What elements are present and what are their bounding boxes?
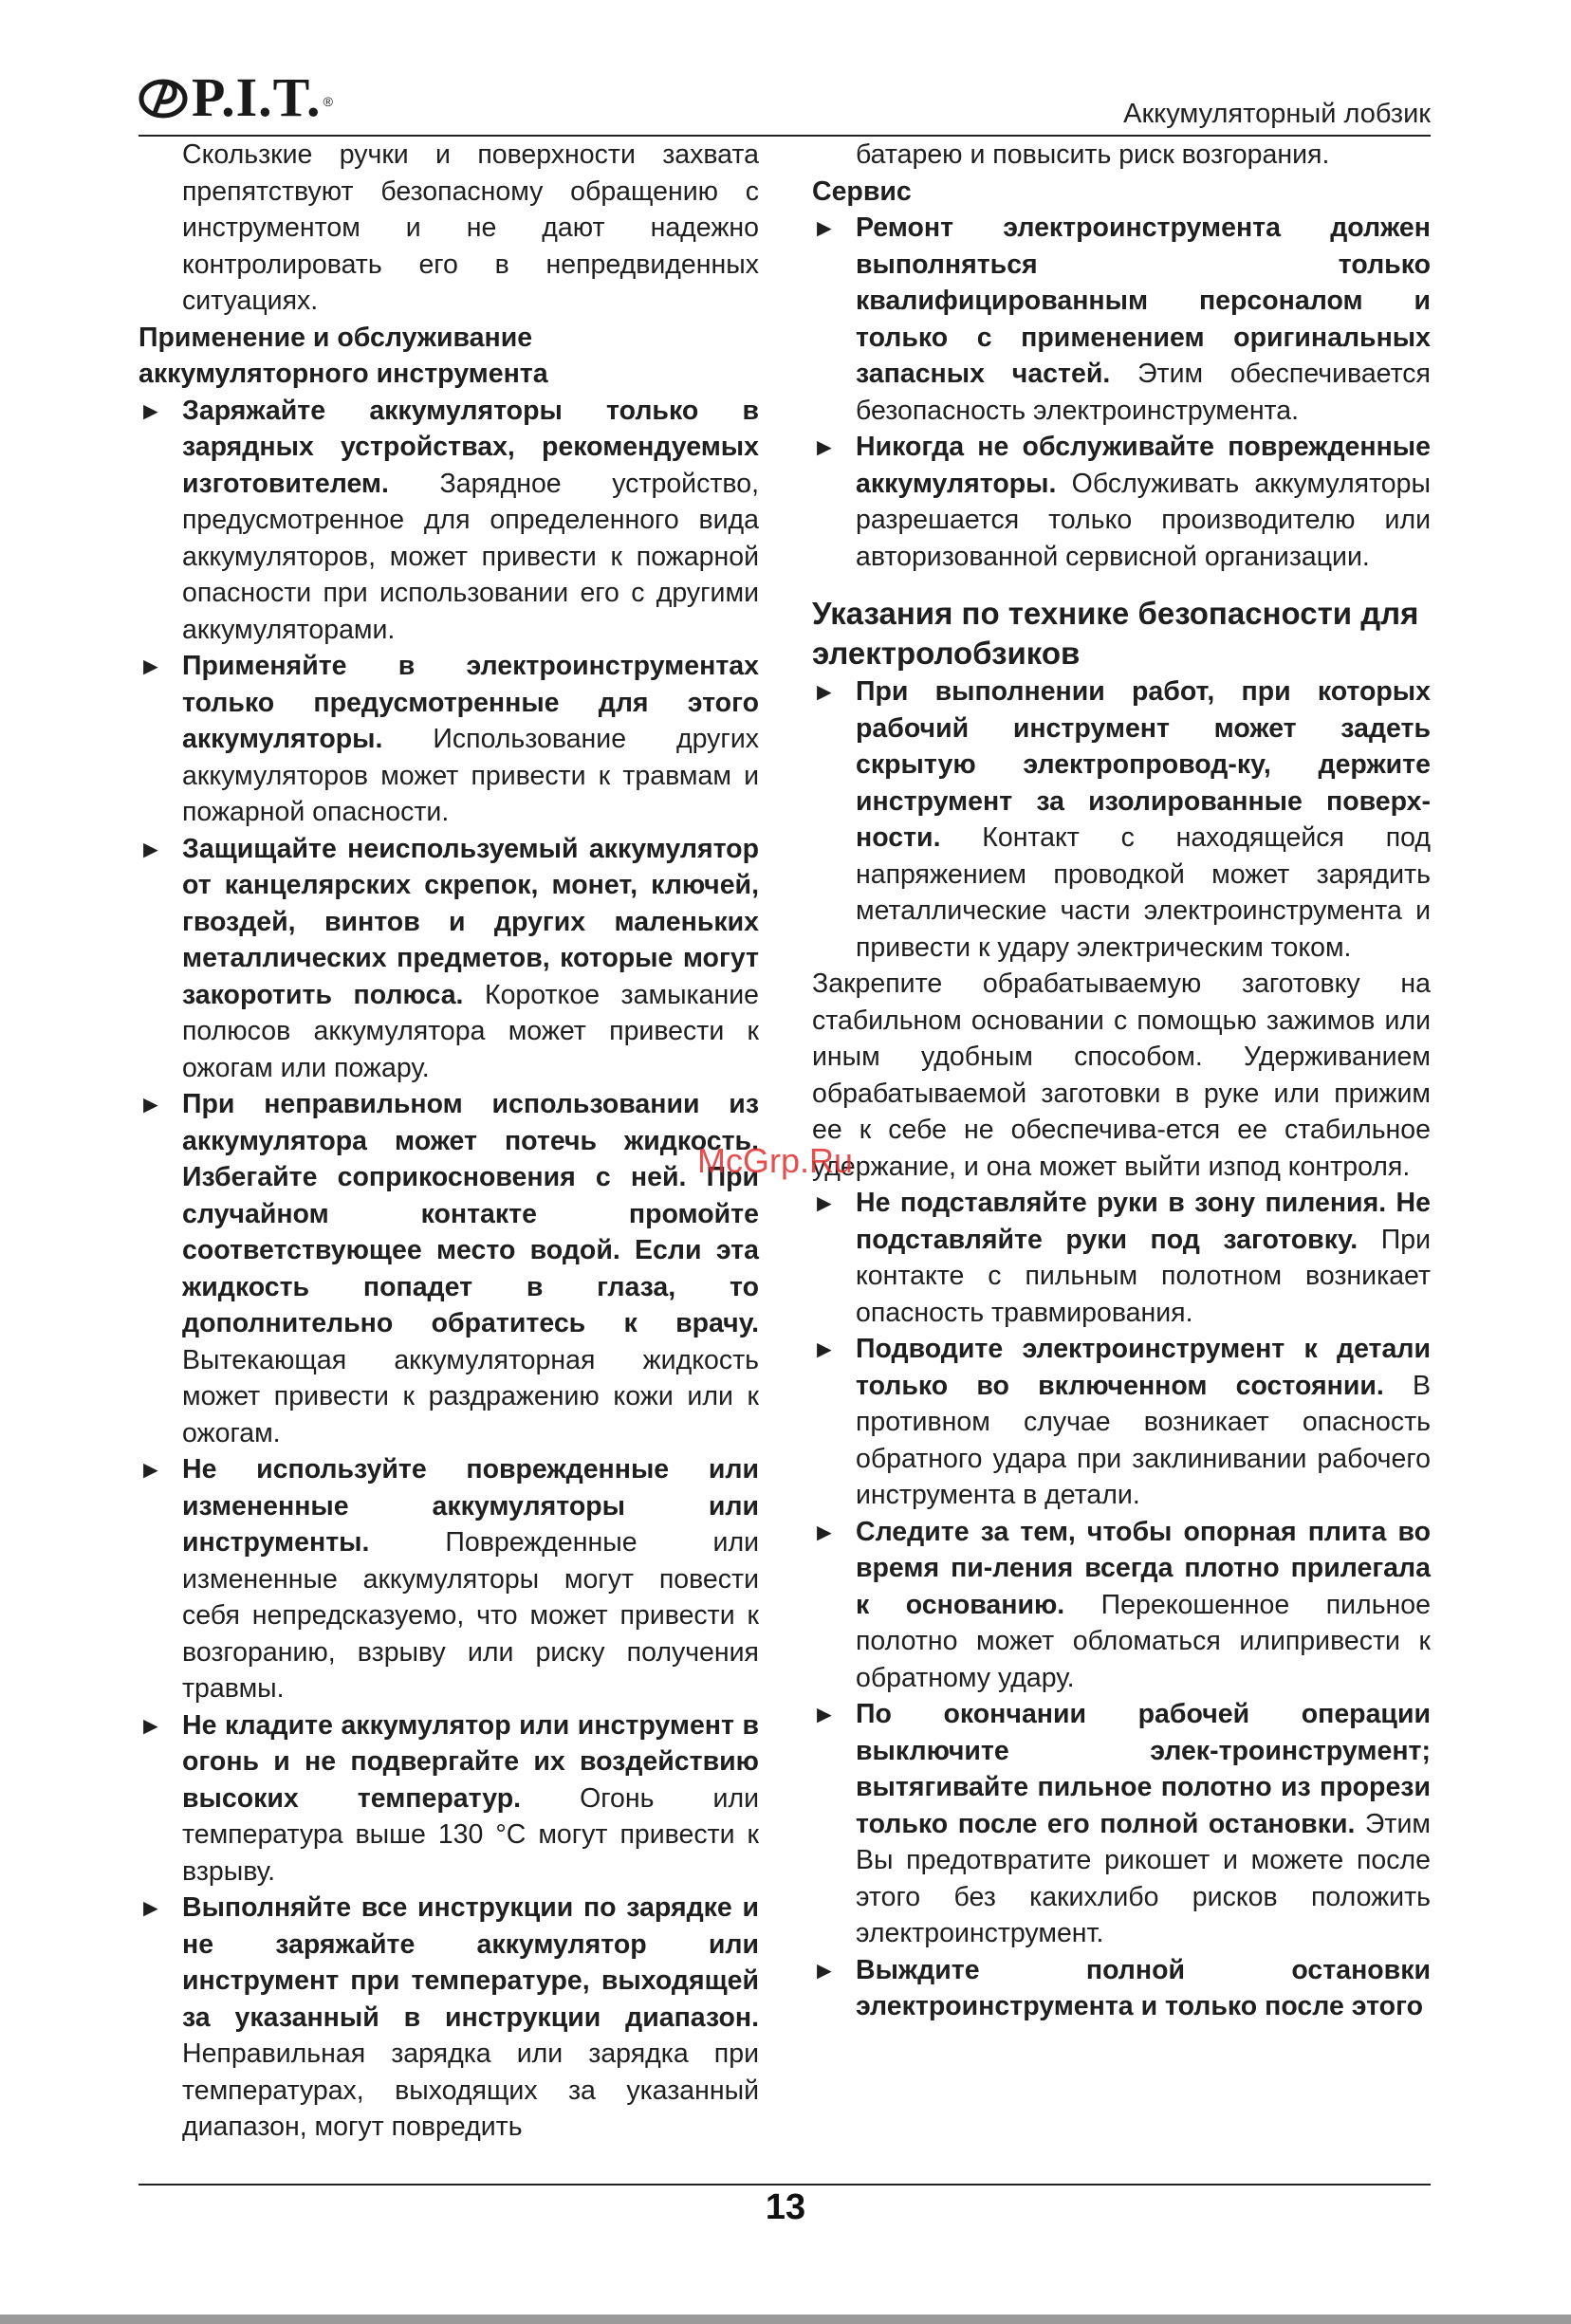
item-text: Этим Вы предотвратите рикошет и можете после этого без какихлибо рисков положить электроинструмент. <box>856 1808 1431 1948</box>
bullet-arrow-icon: ► <box>139 1893 163 1922</box>
right-column <box>812 137 1431 2025</box>
item-text: Зарядное устройство, предусмотренное для определенного вида аккумуляторов, может привести к пожарной опасности при использовании его с другими аккумуляторами. <box>182 468 759 645</box>
bullet-arrow-icon: ► <box>139 396 163 425</box>
list-item <box>812 1696 1431 1952</box>
item-text: При контакте с пильным полотном возникает опасность травмирования. <box>856 1224 1431 1328</box>
item-bold: Следите за тем, чтобы опорная плита во время пи-ления всегда плотно прилегала к основанию. <box>856 1516 1431 1620</box>
footer-rule <box>139 2184 1431 2186</box>
item-text: Использование других аккумуляторов может привести к травмам и пожарной опасности. <box>182 724 759 827</box>
bullet-arrow-icon: ► <box>812 1189 837 1217</box>
left-column <box>139 137 759 2146</box>
section-title-service: Сервис <box>812 175 912 207</box>
item-bold: Подводите электроинструмент к детали только во включенном состоянии. <box>856 1334 1431 1401</box>
bullet-arrow-icon: ► <box>812 433 837 461</box>
jigsaw-safety-list <box>812 1185 1431 2025</box>
service-list <box>812 210 1431 575</box>
item-text: В противном случае возникает опасность обратного удара при заклинивании рабочего инструмента в детали. <box>856 1370 1431 1510</box>
item-bold: Выждите полной остановки электроинструмента и только после этого <box>856 1954 1431 2021</box>
list-item <box>812 1331 1431 1514</box>
bullet-arrow-icon: ► <box>812 1335 837 1363</box>
item-bold: Выполняйте все инструкции по зарядке и не заряжайте аккумулятор или инструмент при температуре, выходящей за указанный в инструкции диапазон. <box>182 1892 759 2033</box>
item-bold: Защищайте неиспользуемый аккумулятор от канцелярских скрепок, монет, ключей, гвоздей, винтов и других маленьких металлических предметов, которые могут закоротить полюса. <box>182 833 759 1010</box>
continuation-text: батарею и повысить риск возгорания. <box>856 139 1330 170</box>
bullet-arrow-icon: ► <box>812 1955 837 1984</box>
bottom-scan-band <box>0 2315 1571 2324</box>
bullet-arrow-icon: ► <box>812 213 837 242</box>
list-item <box>139 1890 759 2146</box>
item-bold: При неправильном использовании из аккумулятора может потечь жидкость. Избегайте соприкосновения с ней. При случайном контакте промойте соответствующее место водой. Если эта жидкость попадет в глаза, то дополнительно обратитесь к врачу. <box>182 1089 759 1338</box>
item-bold: Не кладите аккумулятор или инструмент в огонь и не подвергайте их воздействию высоких температур. <box>182 1709 759 1814</box>
registered-mark: ® <box>323 94 333 109</box>
item-text: Поврежденные или измененные аккумуляторы могут повести себя непредсказуемо, что может привести к возгоранию, взрыву или риску получения травмы. <box>182 1527 759 1704</box>
list-item <box>139 1451 759 1707</box>
item-text: Неправильная зарядка или зарядка при температурах, выходящих за указанный диапазон, могут повредить <box>182 2038 759 2142</box>
list-item <box>812 1952 1431 2025</box>
list-item <box>139 648 759 831</box>
item-text: Обслуживать аккумуляторы разрешается только производителю или авторизованной сервисной организации. <box>856 468 1431 572</box>
item-bold: По окончании рабочей операции выключите элек-троинструмент; вытягивайте пильное полотно из прорези только после его полной остановки. <box>856 1699 1431 1839</box>
bullet-arrow-icon: ► <box>139 1090 163 1118</box>
bullet-arrow-icon: ► <box>812 677 837 706</box>
list-item <box>139 831 759 1087</box>
list-item <box>139 1707 759 1891</box>
bullet-arrow-icon: ► <box>139 1455 163 1484</box>
workpiece-paragraph: Закрепите обрабатываемую заготовку на стабильном основании с помощью зажимов или иным удобным способом. Удерживанием обрабатываемой заготовки в руке или прижим ее к себе не обеспечива-ется ее стабильное удержание, и она может выйти изпод контроля. <box>812 968 1431 1182</box>
item-text: Огонь или температура выше 130 °С могут привести к взрыву. <box>182 1782 759 1887</box>
battery-rules-list <box>139 393 759 2146</box>
bullet-arrow-icon: ► <box>139 1710 163 1740</box>
item-bold: Ремонт электроинструмента должен выполняться только квалифицированным персоналом и только с применением оригинальных запасных частей. <box>856 212 1431 389</box>
document-title: Аккумуляторный лобзик <box>1123 99 1431 129</box>
list-item <box>812 1514 1431 1697</box>
list-item <box>812 673 1431 966</box>
section-title-jigsaw-safety: Указания по технике безопасности для электролобзиков <box>812 596 1419 671</box>
item-text: Вытекающая аккумуляторная жидкость может привести к раздражению кожи или к ожогам. <box>182 1344 759 1448</box>
item-text: Контакт с находящейся под напряжением проводкой может зарядить металлические части электроинструмента и привести к удару электрическим током. <box>856 822 1431 963</box>
bullet-arrow-icon: ► <box>139 834 163 863</box>
bullet-arrow-icon: ► <box>139 652 163 680</box>
list-item <box>812 210 1431 429</box>
list-item <box>139 1086 759 1451</box>
item-bold: Не подставляйте руки в зону пиления. Не подставляйте руки под заготовку. <box>856 1188 1431 1255</box>
brand-logo <box>139 66 333 128</box>
list-item <box>812 429 1431 575</box>
item-text: Перекошенное пильное полотно может обломаться илипривести к обратному удару. <box>856 1589 1431 1693</box>
item-bold: Никогда не обслуживайте поврежденные аккумуляторы. <box>856 432 1431 499</box>
page-header <box>139 61 1431 137</box>
item-bold: Заряжайте аккумуляторы только в зарядных устройствах, рекомендуемых изготовителем. <box>182 395 759 499</box>
watermark: McGrp.Ru <box>697 1141 854 1180</box>
item-text: Этим обеспечивается безопасность электроинструмента. <box>856 359 1431 426</box>
logo-text: P.I.T. <box>192 66 322 128</box>
bullet-arrow-icon: ► <box>812 1700 837 1728</box>
item-text: Короткое замыкание полюсов аккумулятора может привести к ожогам или пожару. <box>182 979 760 1083</box>
intro-paragraph: Скользкие ручки и поверхности захвата препятствуют безопасному обращению с инструментом и не дают надежно контролировать его в непредвиденных ситуациях. <box>182 139 759 316</box>
list-item <box>812 1185 1431 1331</box>
item-bold: Применяйте в электроинструментах только предусмотренные для этого аккумуляторы. <box>182 651 759 754</box>
item-bold: Не используйте поврежденные или измененные аккумуляторы или инструменты. <box>182 1454 759 1558</box>
pit-logo-icon <box>139 73 188 122</box>
page-number: 13 <box>765 2187 806 2227</box>
section-title-battery-use: Применение и обслуживание аккумуляторного инструмента <box>139 322 548 389</box>
list-item <box>139 393 759 649</box>
item-bold: При выполнении работ, при которых рабочий инструмент может задеть скрытую электропровод-ку, держите инструмент за изолированные поверх-ности. <box>856 676 1431 853</box>
bullet-arrow-icon: ► <box>812 1517 837 1546</box>
